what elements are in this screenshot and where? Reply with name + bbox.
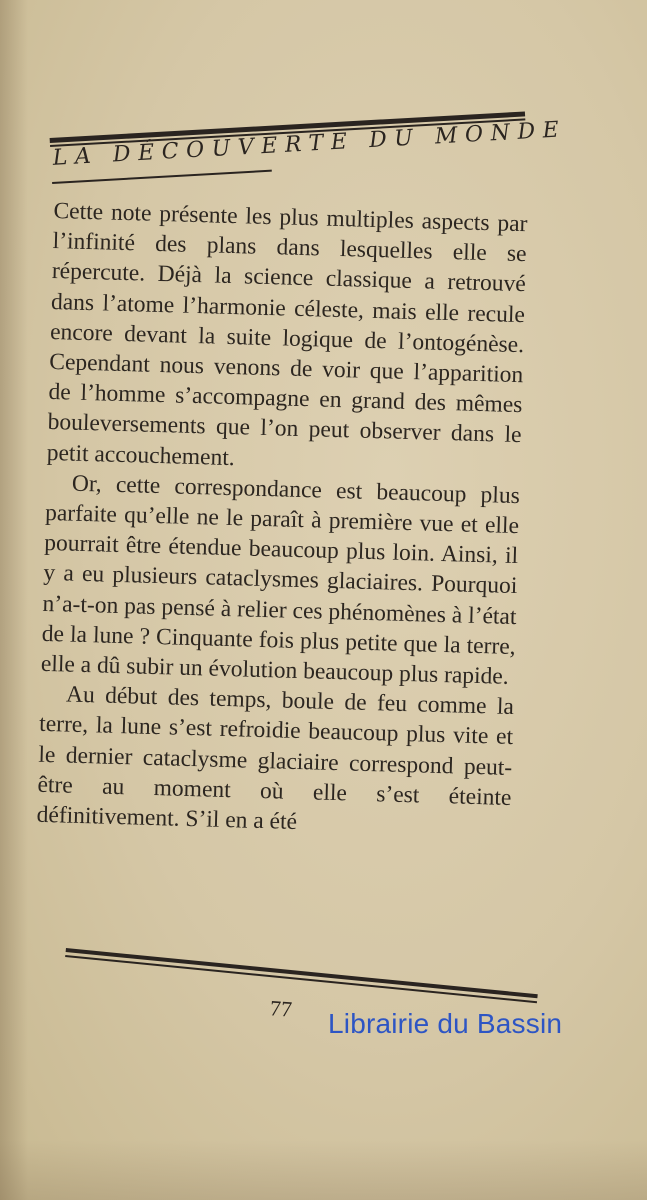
page-number: 77 (269, 995, 293, 1022)
footer-rule-thick (66, 948, 538, 998)
bottom-shadow (0, 1140, 647, 1200)
header-rule-bottom (52, 170, 272, 184)
running-title: LA DÉCOUVERTE DU MONDE (52, 117, 567, 171)
paragraph-1: Cette note présente les plus multiples aspects par l’infinité des plans dans lesquelles elle se répercute. Déjà la science classique a retrouvé dans l’atome l’harmonie céleste, mais elle recule encore devant la suite logique de l’ontogénèse. Cependant nous venons de voir que l’apparition de l’homme s’accompagne en grand des mêmes bouleversements que l’on peut observer dans le petit accouchement. (46, 197, 528, 471)
footer-rule-thin (65, 955, 537, 1003)
seller-watermark: Librairie du Bassin (328, 1008, 563, 1039)
paragraph-3: Au début des temps, boule de feu comme la terre, la lune s’est refroidie beaucoup plus vite et le dernier cataclysme glaciaire correspond peut-être au moment où elle s’est éteinte définitivement. S’il en a été (36, 681, 515, 836)
binding-shadow (0, 0, 28, 1200)
paragraph-2: Or, cette correspondance est beaucoup plus parfaite qu’elle ne le paraît à première vue et elle pourrait être étendue beaucoup plus loin. Ainsi, il y a eu plusieurs cataclysmes glaciaires. Pourquoi n’a-t-on pas pensé à relier ces phénomènes à l’état de la lune ? Cinquante fois plus petite que la terre, elle a dû subir un évolution beaucoup plus rapide. (40, 470, 521, 690)
running-header (47, 73, 567, 190)
body-text (36, 196, 528, 843)
